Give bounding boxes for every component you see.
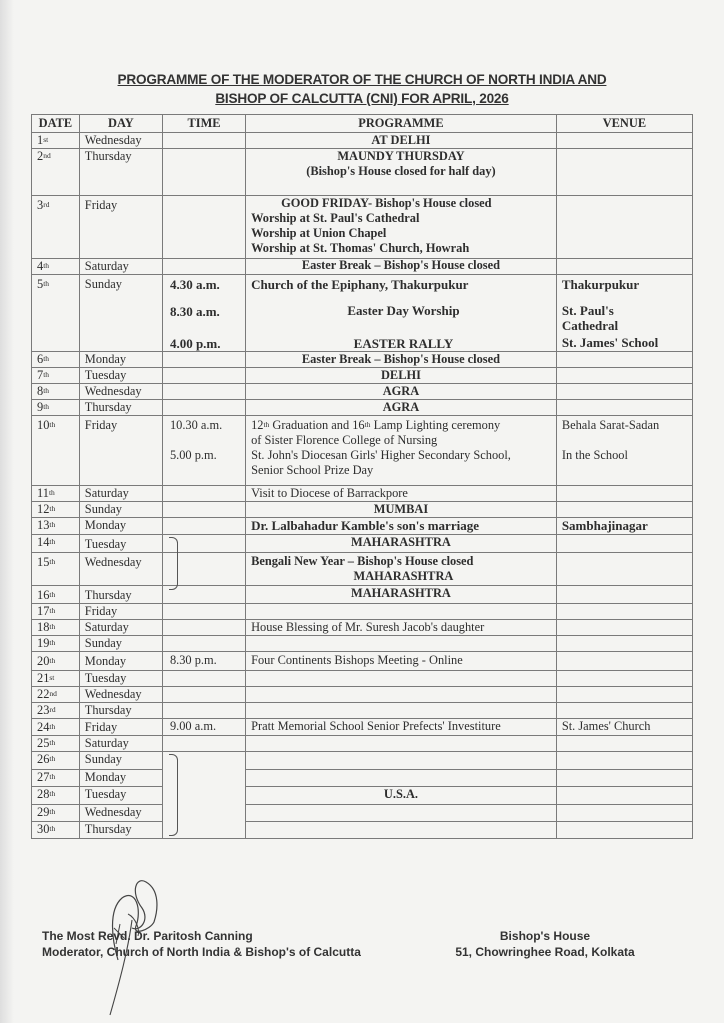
day-cell: Saturday [79,620,162,636]
time-cell [162,604,245,620]
day-cell: Monday [79,770,162,787]
programme-line: Church of the Epiphany, Thakurpukur [251,277,469,292]
date-cell: 18th [32,620,80,636]
date-cell: 16th [32,586,80,604]
date-cell: 7th [32,368,80,384]
day-cell: Thursday [79,149,162,196]
venue-cell: St. James' Church [556,719,692,736]
day-cell: Tuesday [79,368,162,384]
header-day: DAY [79,115,162,133]
table-row [32,687,693,703]
scan-edge-shadow [0,0,14,1023]
bracket-26-30 [169,754,178,836]
time-cell [162,384,245,400]
day-cell: Sunday [79,275,162,352]
day-cell: Tuesday [79,671,162,687]
programme-cell [246,736,557,752]
table-row [32,352,693,368]
venue-cell: Sambhajinagar [556,518,692,535]
programme-line: (Bishop's House closed for half day) [306,164,496,178]
time-cell [162,196,245,259]
programme-cell [246,149,557,196]
time-cell: 9.00 a.m. [162,719,245,736]
day-cell: Monday [79,652,162,671]
programme-line: Bengali New Year – Bishop's House closed [251,554,474,568]
table-row [32,259,693,275]
day-cell: Monday [79,518,162,535]
date-cell: 8th [32,384,80,400]
table-row [32,703,693,719]
time-slot: 4.30 a.m. [169,277,220,292]
day-cell: Wednesday [79,133,162,149]
time-cell [162,368,245,384]
date-cell: 26th [32,752,80,770]
programme-cell: Dr. Lalbahadur Kamble's son's marriage [246,518,557,535]
programme-cell [246,196,557,259]
date-cell: 1st [32,133,80,149]
day-cell: Saturday [79,486,162,502]
programme-line: Senior School Prize Day [251,463,374,477]
time-cell [162,149,245,196]
programme-line: GOOD FRIDAY- Bishop's House closed [281,196,492,210]
document-title-line-2: BISHOP OF CALCUTTA (CNI) FOR APRIL, 2026 [215,91,509,106]
table-row [32,368,693,384]
day-cell: Sunday [79,752,162,770]
venue-cell [556,368,692,384]
time-cell [162,535,245,553]
table-row [32,805,693,822]
venue-cell [556,805,692,822]
venue-cell [556,384,692,400]
time-cell [162,703,245,719]
time-cell [162,352,245,368]
header-date: DATE [32,115,80,133]
table-row [32,518,693,535]
programme-cell [246,770,557,787]
venue-cell [556,416,692,486]
venue-cell [556,586,692,604]
programme-cell [246,416,557,486]
programme-cell [246,687,557,703]
day-cell: Thursday [79,822,162,839]
address-line-1: Bishop's House [499,929,591,943]
table-row [32,752,693,770]
programme-cell: AGRA [246,400,557,416]
date-cell: 11th [32,486,80,502]
time-cell [162,133,245,149]
date-cell: 25th [32,736,80,752]
programme-cell [246,604,557,620]
date-cell: 22nd [32,687,80,703]
signatory-title: Moderator, Church of North India & Bishop's of Calcutta [42,945,361,959]
table-row [32,275,693,352]
programme-cell: AGRA [246,384,557,400]
document-title-line-1: PROGRAMME OF THE MODERATOR OF THE CHURCH OF NORTH INDIA AND [117,72,607,87]
venue-cell [556,752,692,770]
venue-cell [556,736,692,752]
date-cell: 10th [32,416,80,486]
programme-cell: Easter Break – Bishop's House closed [246,352,557,368]
day-cell: Friday [79,604,162,620]
programme-line: 12th Graduation and 16th Lamp Lighting ceremony [251,418,501,432]
programme-line: MAHARASHTRA [353,569,454,583]
table-row [32,620,693,636]
table-row [32,400,693,416]
venue-cell [556,652,692,671]
table-row [32,586,693,604]
programme-cell: MUMBAI [246,502,557,518]
time-cell [162,259,245,275]
venue-cell [556,687,692,703]
venue-cell [556,553,692,586]
date-cell: 2nd [32,149,80,196]
table-row [32,384,693,400]
table-header-row [32,115,693,133]
programme-cell: DELHI [246,368,557,384]
date-cell: 4th [32,259,80,275]
day-cell: Saturday [79,736,162,752]
bracket-14-16 [169,537,178,590]
table-row [32,736,693,752]
time-cell [162,275,245,352]
venue-cell [556,196,692,259]
day-cell: Monday [79,352,162,368]
day-cell: Thursday [79,703,162,719]
date-cell: 21st [32,671,80,687]
table-row [32,149,693,196]
programme-cell: MAHARASHTRA [246,586,557,604]
programme-line: St. John's Diocesan Girls' Higher Secondary School, [251,448,511,462]
day-cell: Wednesday [79,805,162,822]
programme-cell: Visit to Diocese of Barrackpore [246,486,557,502]
table-row [32,553,693,586]
programme-line: MAUNDY THURSDAY [337,149,465,163]
date-cell: 6th [32,352,80,368]
programme-cell [246,671,557,687]
table-row [32,770,693,787]
time-cell [162,400,245,416]
time-cell [162,752,245,770]
day-cell: Tuesday [79,535,162,553]
venue-cell [556,275,692,352]
table-row [32,822,693,839]
programme-cell: House Blessing of Mr. Suresh Jacob's daughter [246,620,557,636]
day-cell: Friday [79,196,162,259]
signatory-block [42,928,361,960]
date-cell: 30th [32,822,80,839]
venue-cell [556,822,692,839]
schedule-table [31,114,693,839]
programme-cell [246,805,557,822]
table-row [32,133,693,149]
table-row [32,535,693,553]
venue-line: Thakurpukur [561,277,640,292]
time-slot: 8.30 a.m. [169,304,220,319]
date-cell: 15th [32,553,80,586]
time-slot: 10.30 a.m. [169,418,223,432]
table-row [32,604,693,620]
venue-line: Cathedral [561,318,619,333]
venue-line: In the School [561,448,628,462]
table-row [32,636,693,652]
table-row [32,787,693,805]
venue-cell [556,671,692,687]
venue-cell [556,604,692,620]
table-row [32,416,693,486]
time-cell [162,687,245,703]
programme-cell: MAHARASHTRA [246,535,557,553]
programme-line: of Sister Florence College of Nursing [251,433,438,447]
time-cell [162,736,245,752]
day-cell: Wednesday [79,553,162,586]
programme-line: Worship at Union Chapel [251,226,387,240]
time-slot: 4.00 p.m. [169,336,221,351]
day-cell: Sunday [79,502,162,518]
venue-cell [556,620,692,636]
venue-cell [556,636,692,652]
day-cell: Wednesday [79,687,162,703]
programme-line: Easter Day Worship [347,303,460,318]
programme-cell: Pratt Memorial School Senior Prefects' Investiture [246,719,557,736]
date-cell: 28th [32,787,80,805]
venue-cell [556,770,692,787]
date-cell: 24th [32,719,80,736]
header-programme: PROGRAMME [246,115,557,133]
programme-line: EASTER RALLY [353,336,454,351]
table-row [32,671,693,687]
programme-line: Worship at St. Paul's Cathedral [251,211,420,225]
date-cell: 23rd [32,703,80,719]
address-line-2: 51, Chowringhee Road, Kolkata [455,945,635,959]
venue-cell [556,502,692,518]
venue-cell [556,352,692,368]
day-cell: Friday [79,416,162,486]
date-cell: 19th [32,636,80,652]
day-cell: Tuesday [79,787,162,805]
programme-cell: AT DELHI [246,133,557,149]
day-cell: Thursday [79,586,162,604]
date-cell: 17th [32,604,80,620]
time-cell [162,636,245,652]
venue-line: St. James' School [561,335,659,350]
date-cell: 14th [32,535,80,553]
venue-cell [556,149,692,196]
table-row [32,196,693,259]
date-cell: 13th [32,518,80,535]
venue-line: St. Paul's [561,303,614,318]
address-block [450,928,640,960]
date-cell: 29th [32,805,80,822]
header-time: TIME [162,115,245,133]
table-row [32,719,693,736]
programme-cell [246,275,557,352]
table-row [32,652,693,671]
programme-cell: U.S.A. [246,787,557,805]
programme-cell [246,553,557,586]
header-venue: VENUE [556,115,692,133]
day-cell: Wednesday [79,384,162,400]
time-cell: 8.30 p.m. [162,652,245,671]
venue-cell [556,486,692,502]
table-row [32,502,693,518]
time-cell [162,620,245,636]
day-cell: Sunday [79,636,162,652]
programme-cell: Easter Break – Bishop's House closed [246,259,557,275]
programme-cell [246,822,557,839]
venue-cell [556,703,692,719]
programme-cell [246,752,557,770]
day-cell: Saturday [79,259,162,275]
venue-line: Behala Sarat-Sadan [561,418,660,432]
signatory-name: The Most Revd. Dr. Paritosh Canning [42,929,253,943]
programme-cell [246,703,557,719]
day-cell: Friday [79,719,162,736]
table-row [32,486,693,502]
venue-cell [556,400,692,416]
time-cell [162,502,245,518]
time-cell [162,518,245,535]
date-cell: 5th [32,275,80,352]
venue-cell [556,133,692,149]
time-slot: 5.00 p.m. [169,448,217,462]
venue-cell [556,535,692,553]
time-cell [162,416,245,486]
venue-cell [556,787,692,805]
programme-cell: Four Continents Bishops Meeting - Online [246,652,557,671]
time-cell [162,671,245,687]
date-cell: 3rd [32,196,80,259]
day-cell: Thursday [79,400,162,416]
time-cell [162,486,245,502]
date-cell: 12th [32,502,80,518]
date-cell: 20th [32,652,80,671]
date-cell: 27th [32,770,80,787]
venue-cell [556,259,692,275]
date-cell: 9th [32,400,80,416]
programme-line: Worship at St. Thomas' Church, Howrah [251,241,470,255]
programme-cell [246,636,557,652]
